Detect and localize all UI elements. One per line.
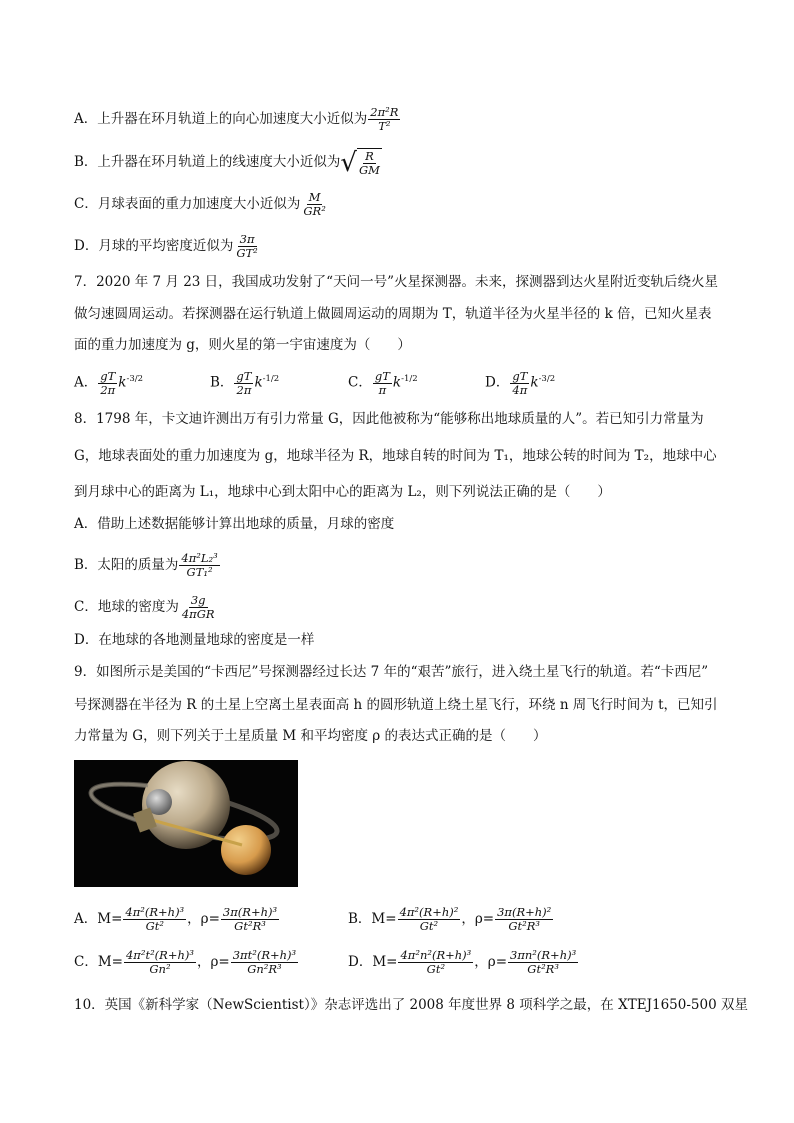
q6-b-sqrt: √ $\frac{R}{GM}$	[340, 147, 380, 178]
q7-option-d[interactable]: D． $\frac{gT}{4\pi}$ $k^{-3/2}$	[485, 368, 556, 397]
q6-c-fraction: $\frac{M}{\text{GR²}}$	[303, 190, 326, 218]
q8-stem-line2: G，地球表面处的重力加速度为 g，地球半径为 R，地球自转的时间为 T₁，地球公转的时间为 T₂，地球中心	[74, 448, 717, 464]
q8-stem-line1: 8．1798 年，卡文迪许测出万有引力常量 G，因此他被称为“能够称出地球质量的人”。若已知引力常量为	[74, 411, 704, 427]
q9-stem-line2: 号探测器在半径为 R 的土星上空离土星表面高 h 的圆形轨道上绕土星飞行，环绕 n 周飞行时间为 t，已知引	[74, 697, 718, 713]
titan-moon	[221, 825, 271, 875]
q8-option-b[interactable]: B．太阳的质量为 $\frac{\text{4π²L₂³}}{\text{GT₁²}}$	[74, 551, 218, 579]
q9-option-d[interactable]: D．M= $\frac{\text{4π²n²(R+h)³}}{\text{Gt²}}$ ，ρ= $\frac{\text{3πn²(R+h)³}}{\text{Gt²R³}}$	[348, 948, 577, 976]
q8-option-d[interactable]: D．在地球的各地测量地球的密度是一样	[74, 632, 315, 648]
q7-option-b[interactable]: B． $\frac{gT}{2\pi}$ $k^{-1/2}$	[210, 368, 280, 397]
q9-stem-line1: 9．如图所示是美国的“卡西尼”号探测器经过长达 7 年的“艰苦”旅行，进入绕土星飞行的轨道。若“卡西尼”	[74, 664, 709, 680]
q6-option-b[interactable]: B．上升器在环月轨道上的线速度大小近似为 √ $\frac{R}{GM}$	[74, 148, 383, 177]
q9-stem-line3: 力常量为 G，则下列关于土星质量 M 和平均密度 ρ 的表达式正确的是（ ）	[74, 728, 547, 744]
saturn-illustration	[74, 760, 298, 887]
cassini-saturn-image	[74, 760, 298, 887]
q8-stem-line3: 到月球中心的距离为 L₁，地球中心到太阳中心的距离为 L₂，则下列说法正确的是（ ）	[74, 484, 611, 500]
q8-option-c[interactable]: C．地球的密度为 $\frac{3g}{\text{4πGR}}$	[74, 593, 215, 621]
q7-option-a[interactable]: A． $\frac{gT}{2\pi}$ $k^{-3/2}$	[74, 368, 144, 397]
q7-stem-line3: 面的重力加速度为 g，则火星的第一宇宙速度为（ ）	[74, 337, 411, 353]
q7-option-c[interactable]: C． $\frac{gT}{\pi}$ $k^{-1/2}$	[348, 368, 418, 397]
q8-option-a[interactable]: A．借助上述数据能够计算出地球的质量，月球的密度	[74, 516, 395, 532]
q7-stem-line2: 做匀速圆周运动。若探测器在运行轨道上做圆周运动的周期为 T，轨道半径为火星半径的 k 倍，已知火星表	[74, 306, 712, 322]
q9-option-b[interactable]: B．M= $\frac{\text{4π²(R+h)²}}{\text{Gt²}}$ ，ρ= $\frac{\text{3π(R+h)²}}{\text{Gt²R³}}$	[348, 905, 552, 933]
q6-a-fraction: $\frac{\text{2π²R}}{\text{T²}}$	[370, 105, 399, 133]
q6-option-c[interactable]: C．月球表面的重力加速度大小近似为 $\frac{M}{\text{GR²}}$	[74, 190, 326, 218]
q10-stem-line1: 10．英国《新科学家（NewScientist）》杂志评选出了 2008 年度世界 8 项科学之最，在 XTEJ1650-500 双星	[74, 997, 748, 1013]
q9-option-c[interactable]: C．M= $\frac{\text{4π²t²(R+h)³}}{\text{Gn²}}$ ，ρ= $\frac{\text{3πt²(R+h)³}}{\text{Gn²R³}}$	[74, 948, 297, 976]
q6-option-a[interactable]: A．上升器在环月轨道上的向心加速度大小近似为 $\frac{\text{2π²R}}{\text{T²}}$	[74, 105, 399, 133]
q7-stem-line1: 7．2020 年 7 月 23 日，我国成功发射了“天问一号”火星探测器。未来，探测器到达火星附近变轨后绕火星	[74, 274, 718, 290]
q6-option-d[interactable]: D．月球的平均密度近似为 $\frac{3\pi}{\text{GT²}}$	[74, 232, 258, 260]
q6-d-fraction: $\frac{3\pi}{\text{GT²}}$	[236, 232, 258, 260]
q9-option-a[interactable]: A．M= $\frac{\text{4π²(R+h)³}}{\text{Gt²}}$ ，ρ= $\frac{\text{3π(R+h)³}}{\text{Gt²R³}}$	[74, 905, 278, 933]
